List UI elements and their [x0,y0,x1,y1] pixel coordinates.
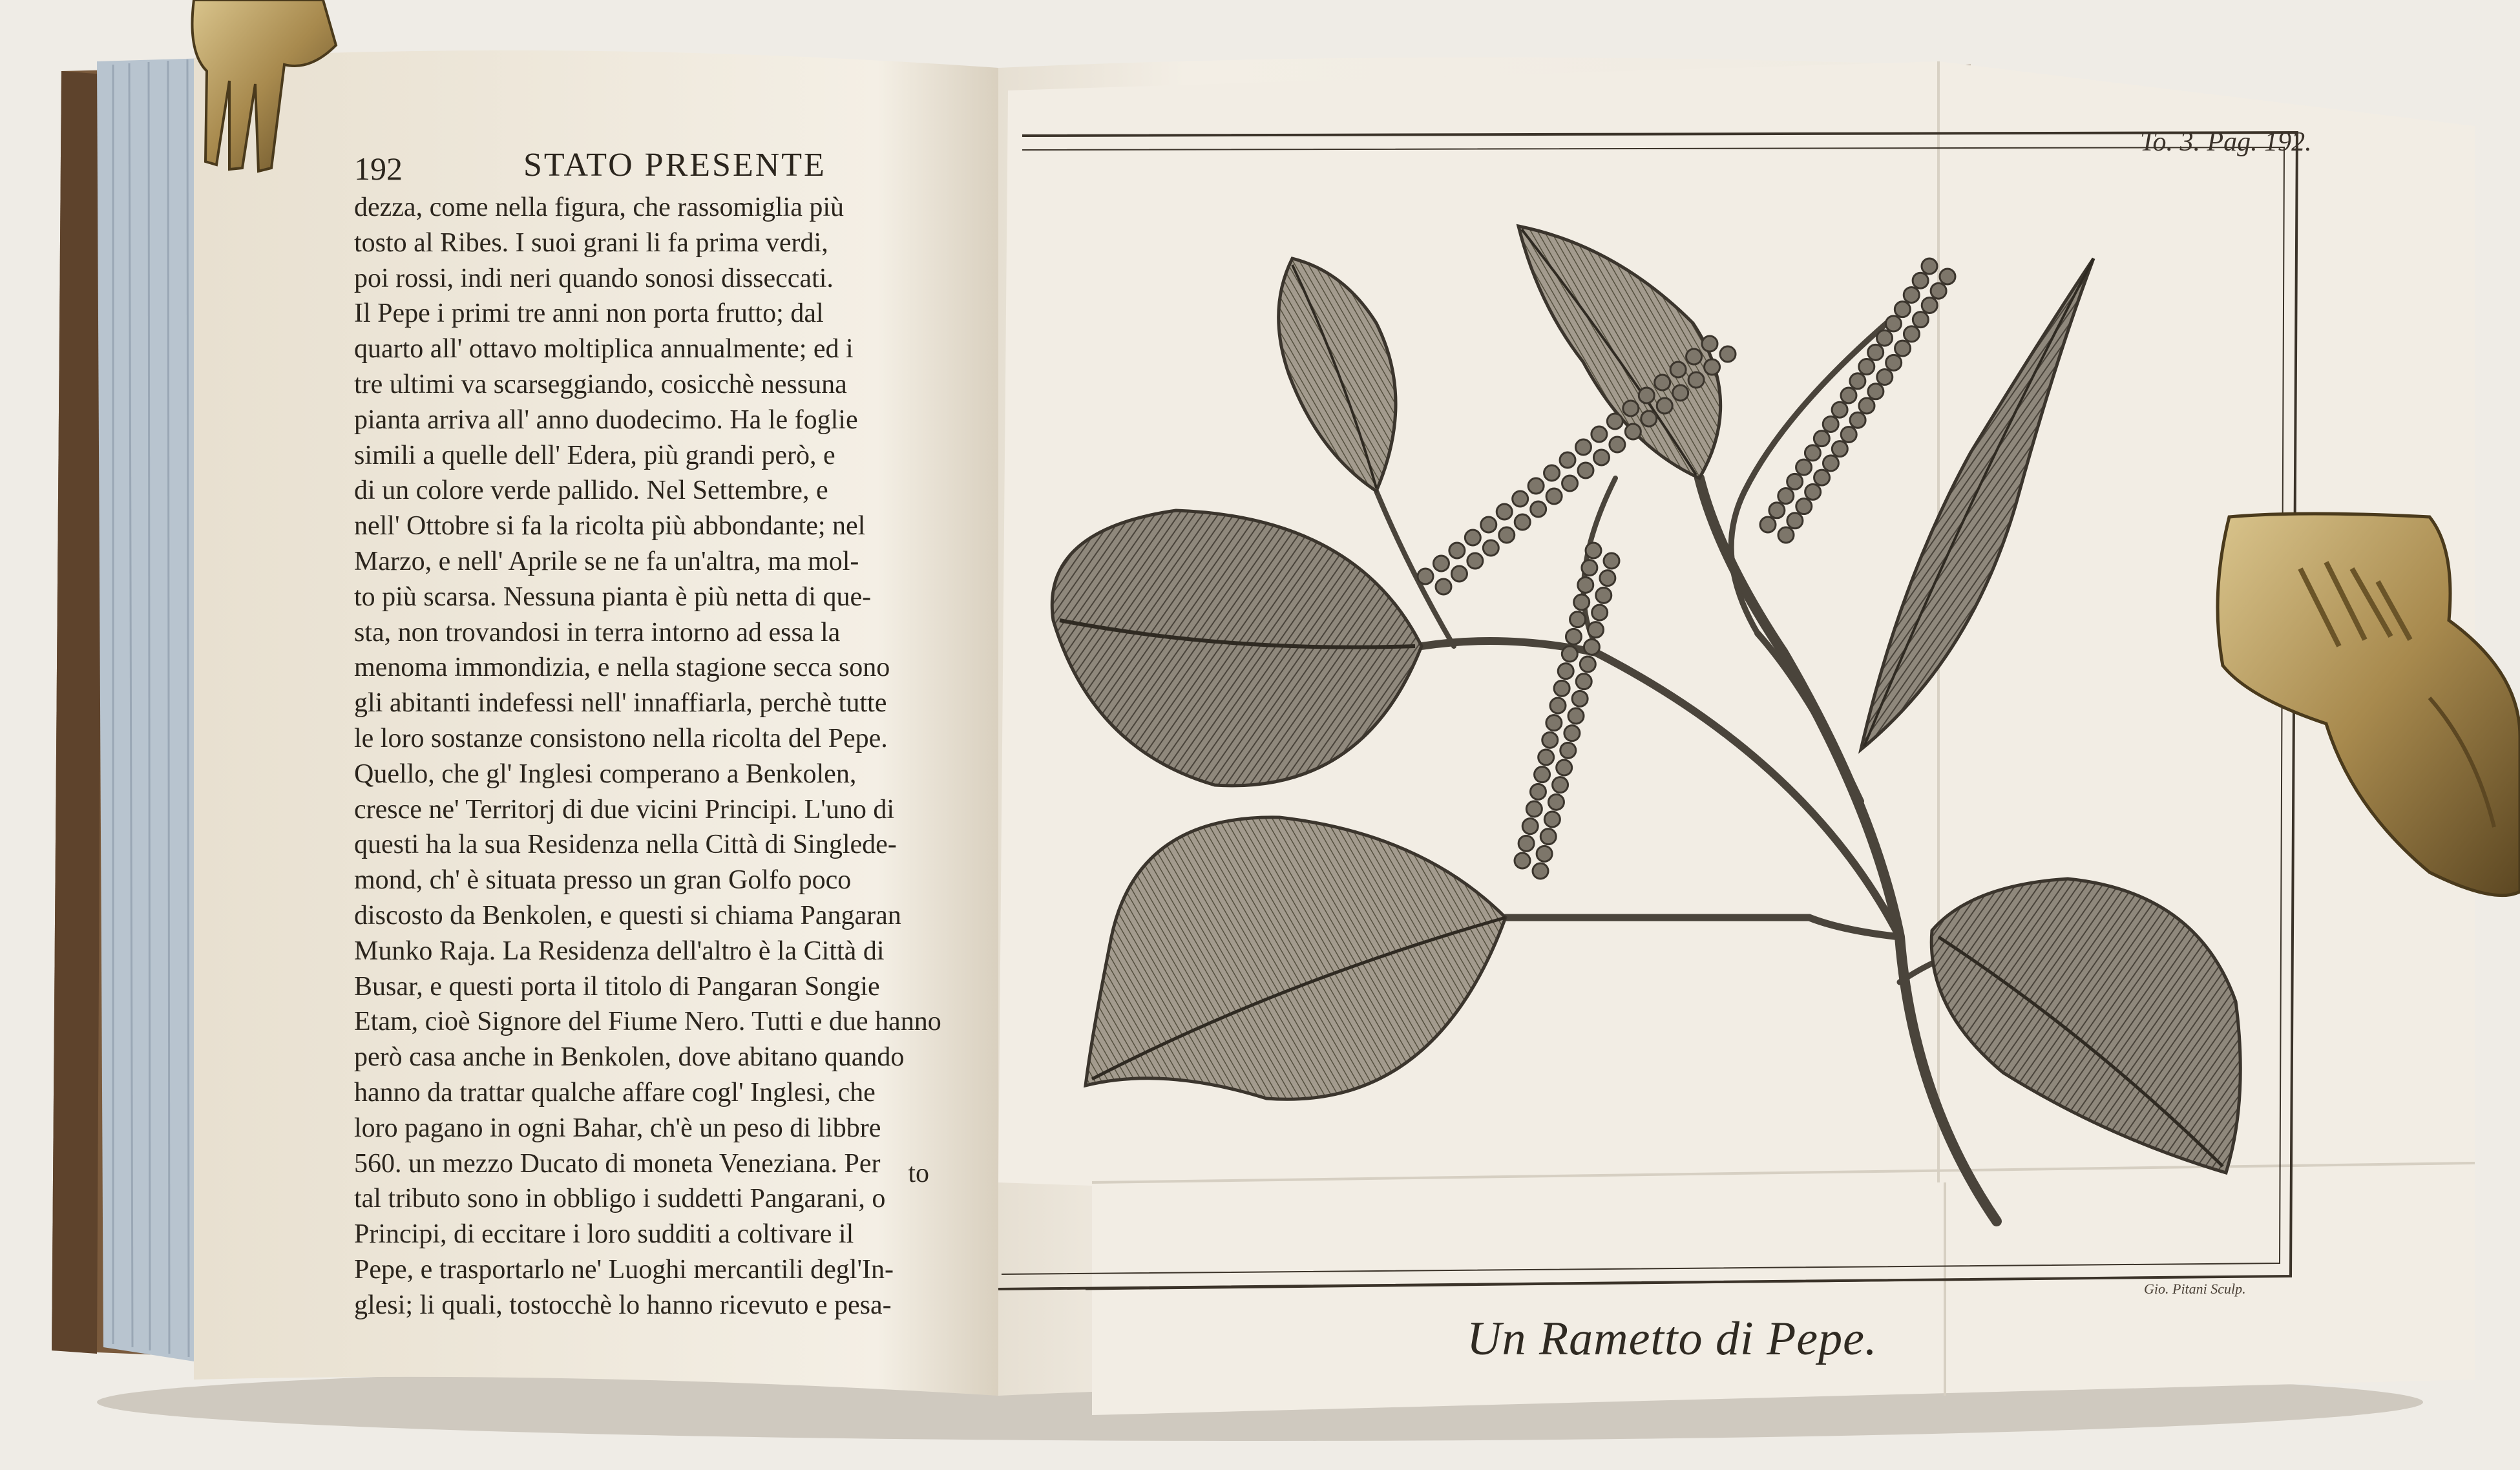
pepper-berry [1850,412,1865,428]
pepper-berry [1538,750,1554,765]
pepper-berry [1823,416,1838,432]
pepper-berry [1546,715,1562,731]
pepper-berry [1885,316,1901,331]
pepper-berry [1574,594,1590,610]
pepper-berry [1566,629,1581,644]
pepper-berry [1673,385,1688,401]
pepper-berry [1553,777,1568,793]
text-line: tre ultimi va scarseggiando, cosicchè nessuna [354,369,847,399]
pepper-berry [1814,431,1829,446]
left-page-text [354,147,949,1320]
pepper-berry [1604,553,1619,569]
text-line: hanno da trattar qualche affare cogl' Inglesi, che [354,1077,876,1108]
pepper-berry [1576,674,1591,689]
pepper-berry [1560,742,1576,758]
pepper-berry [1778,527,1794,543]
pepper-berry [1582,560,1597,576]
pepper-berry [1564,726,1580,741]
pepper-berry [1720,346,1736,362]
pepper-berry [1859,359,1874,375]
pepper-berry [1805,445,1820,461]
text-line: simili a quelle dell' Edera, più grandi però, e [354,440,835,470]
text-line: sta, non trovandosi in terra intorno ad essa la [354,617,841,647]
pepper-berry [1610,437,1625,452]
pepper-berry [1591,426,1607,442]
pepper-berry [1641,411,1657,426]
pepper-berry [1895,302,1910,317]
text-line: to più scarsa. Nessuna pianta è più netta di que- [354,582,872,612]
text-line: di un colore verde pallido. Nel Settembre, e [354,476,828,506]
pepper-berry [1499,527,1515,543]
text-line: menoma immondizia, e nella stagione secca sono [354,653,890,683]
pepper-berry [1533,863,1548,879]
text-line: pianta arriva all' anno duodecimo. Ha le foglie [354,404,858,435]
text-line: tosto al Ribes. I suoi grani li fa prima verdi, [354,227,828,258]
pepper-berry [1558,664,1573,679]
text-line: nell' Ottobre si fa la ricolta più abbondante; nel [354,511,866,541]
pepper-berry [1584,639,1599,655]
pepper-berry [1796,459,1812,475]
pepper-berry [1868,384,1884,399]
pepper-berry [1841,388,1856,403]
text-line: Principi, di eccitare i loro sudditi a coltivare il [354,1219,854,1250]
running-head: STATO PRESENTE [523,147,826,184]
pepper-berry [1877,330,1893,346]
pepper-berry [1814,470,1830,485]
text-line: Marzo, e nell' Aprile se ne fa un'altra, ma mol- [354,546,859,576]
text-line: Busar, e questi porta il titolo di Pangaran Songie [354,971,880,1002]
pepper-berry [1850,373,1865,389]
pepper-berry [1778,488,1794,504]
pepper-berry [1481,517,1496,532]
text-line: discosto da Benkolen, e questi si chiama Pangaran [354,900,901,930]
pepper-berry [1542,732,1558,748]
page-number: 192 [354,151,403,187]
pepper-berry [1913,312,1928,328]
pepper-berry [1436,579,1451,594]
pepper-berry [1578,463,1593,478]
pepper-berry [1904,326,1919,342]
pepper-berry [1805,484,1821,499]
text-line: però casa anche in Benkolen, dove abitano quando [354,1042,905,1073]
pepper-berry [1557,760,1572,775]
text-line: cresce ne' Territorj di due vicini Principi. L'uno di [354,794,895,824]
pepper-berry [1877,370,1893,385]
text-line: 560. un mezzo Ducato di moneta Veneziana. Per [354,1148,881,1179]
pepper-berry [1913,273,1928,288]
pepper-berry [1580,656,1595,672]
engraver-signature: Gio. Pitani Sculp. [2144,1281,2246,1297]
pepper-berry [1639,388,1654,403]
pepper-berry [1586,543,1601,558]
pepper-berry [1922,297,1937,313]
plate-reference: To. 3. Pag. 192. [2140,127,2312,157]
pepper-berry [1515,514,1530,530]
pepper-berry [1607,414,1622,429]
pepper-berry [1688,372,1704,388]
pepper-berry [1535,767,1550,782]
pepper-berry [1886,355,1902,370]
pepper-berry [1433,556,1449,571]
pepper-berry [1540,829,1556,845]
pepper-berry [1562,476,1578,491]
pepper-berry [1544,465,1560,481]
pepper-berry [1787,513,1803,529]
text-line: Pepe, e trasportarlo ne' Luoghi mercantili degl'In- [354,1254,894,1285]
pepper-berry [1570,612,1586,627]
pepper-berry [1513,491,1528,507]
pepper-berry [1522,819,1538,834]
pepper-berry [1922,258,1937,274]
pepper-berry [1593,450,1609,465]
pepper-berry [1483,540,1498,556]
pepper-berry [1655,375,1670,390]
pepper-berry [1465,530,1480,545]
pepper-berry [1832,402,1847,417]
pepper-berry [1546,488,1562,504]
pepper-berry [1600,571,1615,586]
pepper-berry [1686,349,1702,364]
pepper-berry [1895,341,1911,356]
pepper-berry [1537,846,1552,861]
text-line: dezza, come nella figura, che rassomiglia più [354,193,845,222]
pepper-berry [1623,401,1639,416]
pepper-berry [1575,439,1591,455]
pepper-berry [1526,801,1542,817]
text-line: loro pagano in ogni Bahar, ch'è un peso di libbre [354,1113,881,1143]
pepper-berry [1515,853,1530,868]
pepper-berry [1548,794,1564,810]
body-text [354,190,949,1323]
text-line: Quello, che gl' Inglesi comperano a Benkolen, [354,759,857,789]
pepper-berry [1769,503,1785,518]
pepper-berry [1530,784,1546,799]
pepper-berry [1518,835,1534,851]
pepper-berry [1528,478,1544,494]
text-line: glesi; li quali, tostocchè lo hanno ricevuto e pesa- [354,1290,892,1320]
pepper-berry [1467,553,1483,569]
pepper-berry [1560,452,1575,468]
text-line: Munko Raja. La Residenza dell'altro è la Città di [354,936,885,966]
pepper-berry [1760,517,1776,532]
pepper-berry [1859,398,1874,414]
pepper-berry [1832,441,1847,457]
pepper-berry [1554,680,1570,696]
pepper-berry [1904,287,1919,302]
pepper-berry [1702,336,1717,352]
pepper-berry [1449,543,1465,558]
text-line: quarto all' ottavo moltiplica annualmente; ed i [354,334,854,364]
pepper-berry [1562,646,1577,662]
text-line: poi rossi, indi neri quando sonosi disseccati. [354,263,834,293]
pepper-berry [1544,812,1560,827]
pepper-berry [1592,605,1608,620]
pepper-berry [1625,424,1641,439]
pepper-berry [1931,283,1946,299]
text-line: mond, ch' è situata presso un gran Golfo poco [354,865,852,896]
pepper-berry [1531,501,1546,517]
pepper-berry [1823,456,1838,471]
pepper-berry [1578,577,1593,593]
pepper-berry [1568,708,1584,724]
text-line: gli abitanti indefessi nell' innaffiarla, perchè tutte [354,688,887,719]
text-line: questi ha la sua Residenza nella Città di Singlede- [354,830,897,860]
pepper-berry [1588,622,1604,638]
pepper-berry [1451,566,1467,582]
catchword: to [908,1159,929,1188]
pepper-berry [1657,398,1672,414]
pepper-berry [1550,698,1566,713]
pepper-berry [1841,426,1856,442]
pepper-berry [1418,569,1433,584]
pepper-berry [1596,587,1612,603]
plate-caption: Un Rametto di Pepe. [1467,1312,1878,1365]
pepper-berry [1940,269,1955,284]
pepper-berry [1868,344,1884,360]
pepper-berry [1787,474,1803,489]
text-line: Etam, cioè Signore del Fiume Nero. Tutti e due hanno [354,1007,941,1037]
pepper-berry [1796,499,1812,514]
pepper-berry [1496,504,1512,520]
pepper-berry [1670,362,1686,377]
pepper-berry [1705,359,1720,375]
text-line: le loro sostanze consistono nella ricolta del Pepe. [354,723,888,753]
text-line: tal tributo sono in obbligo i suddetti Pangarani, o [354,1184,886,1214]
pepper-berry [1572,691,1588,706]
text-line: Il Pepe i primi tre anni non porta frutto; dal [354,299,824,329]
